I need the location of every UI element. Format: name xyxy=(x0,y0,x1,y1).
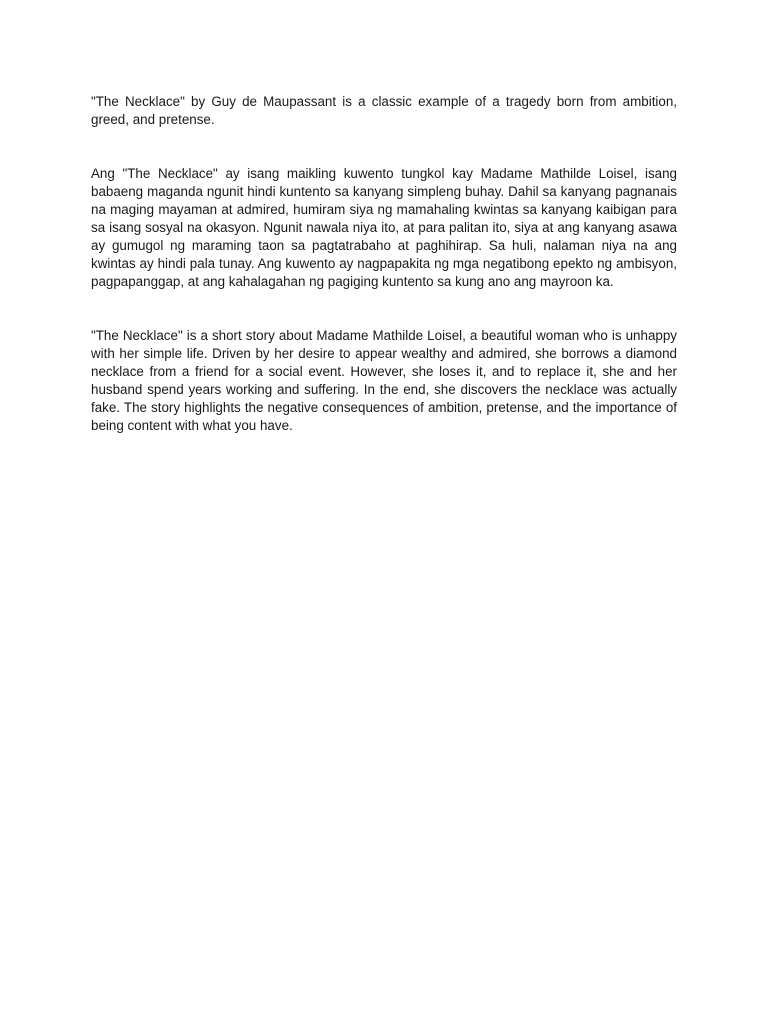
paragraph-filipino-summary: Ang "The Necklace" ay isang maikling kuwento tungkol kay Madame Mathilde Loisel, isang babaeng maganda ngunit hindi kuntento sa kanyang simpleng buhay. Dahil sa kanyang pagnanais na maging mayaman at admired, humiram siya ng mamahaling kwintas sa kanyang kaibigan para sa isang sosyal na okasyon. Ngunit nawala niya ito, at para palitan ito, siya at ang kanyang asawa ay gumugol ng maraming taon sa pagtatrabaho at paghihirap. Sa huli, nalaman niya na ang kwintas ay hindi pala tunay. Ang kuwento ay nagpapakita ng mga negatibong epekto ng ambisyon, pagpapanggap, at ang kahalagahan ng pagiging kuntento sa kung ano ang mayroon ka. xyxy=(91,166,677,289)
paragraph-intro: "The Necklace" by Guy de Maupassant is a classic example of a tragedy born from ambition, greed, and pretense. xyxy=(91,94,677,127)
document-body xyxy=(91,93,677,435)
paragraph-english-summary: "The Necklace" is a short story about Madame Mathilde Loisel, a beautiful woman who is unhappy with her simple life. Driven by her desire to appear wealthy and admired, she borrows a diamond necklace from a friend for a social event. However, she loses it, and to replace it, she and her husband spend years working and suffering. In the end, she discovers the necklace was actually fake. The story highlights the negative consequences of ambition, pretense, and the importance of being content with what you have. xyxy=(91,328,677,433)
